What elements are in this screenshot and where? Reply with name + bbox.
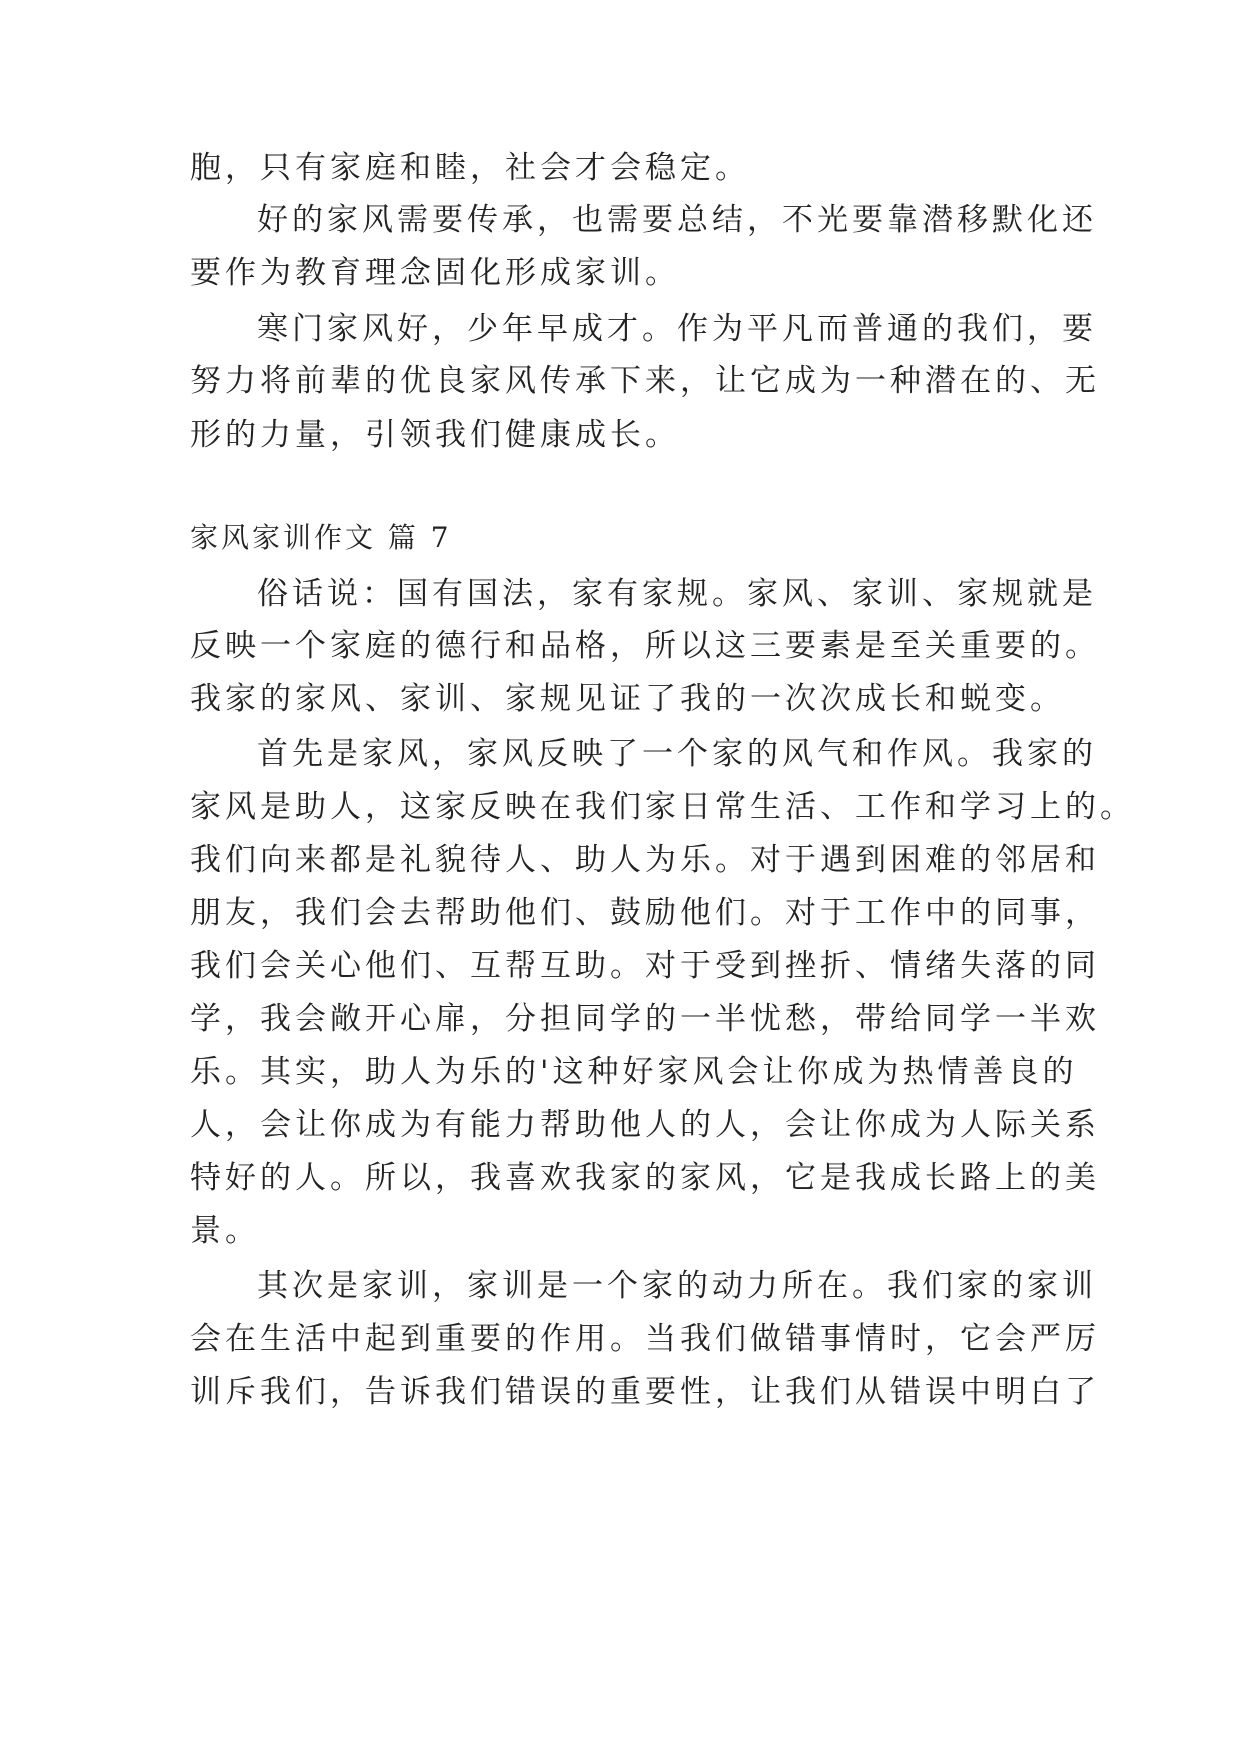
paragraph-line: 好的家风需要传承，也需要总结，不光要靠潜移默化还 bbox=[257, 202, 1097, 238]
paragraph-line: 学，我会敞开心扉，分担同学的一半忧愁，带给同学一半欢 bbox=[190, 1001, 1100, 1037]
paragraph-line: 首先是家风，家风反映了一个家的风气和作风。我家的 bbox=[257, 736, 1097, 772]
paragraph-line: 人，会让你成为有能力帮助他人的人，会让你成为人际关系 bbox=[190, 1107, 1100, 1143]
paragraph-line: 训斥我们，告诉我们错误的重要性，让我们从错误中明白了 bbox=[190, 1374, 1100, 1410]
paragraph-line: 会在生活中起到重要的作用。当我们做错事情时，它会严厉 bbox=[190, 1321, 1100, 1357]
paragraph-line: 寒门家风好，少年早成才。作为平凡而普通的我们，要 bbox=[257, 311, 1097, 347]
paragraph-line: 乐。其实，助人为乐的'这种好家风会让你成为热情善良的 bbox=[190, 1054, 1078, 1090]
paragraph-line: 反映一个家庭的德行和品格，所以这三要素是至关重要的。 bbox=[190, 628, 1100, 664]
paragraph-line: 我家的家风、家训、家规见证了我的一次次成长和蜕变。 bbox=[190, 681, 1065, 717]
paragraph-line: 特好的人。所以，我喜欢我家的家风，它是我成长路上的美 bbox=[190, 1160, 1100, 1196]
paragraph-line: 胞，只有家庭和睦，社会才会稳定。 bbox=[190, 150, 750, 186]
paragraph-line: 朋友，我们会去帮助他们、鼓励他们。对于工作中的同事， bbox=[190, 895, 1100, 931]
paragraph-line: 努力将前辈的优良家风传承下来，让它成为一种潜在的、无 bbox=[190, 363, 1100, 399]
paragraph-line: 景。 bbox=[190, 1213, 260, 1249]
section-title: 家风家训作文 篇 7 bbox=[190, 521, 452, 554]
paragraph-line: 家风是助人，这家反映在我们家日常生活、工作和学习上的。 bbox=[190, 789, 1135, 825]
paragraph-line: 其次是家训，家训是一个家的动力所在。我们家的家训 bbox=[257, 1268, 1097, 1304]
paragraph-line: 我们会关心他们、互帮互助。对于受到挫折、情绪失落的同 bbox=[190, 948, 1100, 984]
paragraph-line: 俗话说：国有国法，家有家规。家风、家训、家规就是 bbox=[257, 576, 1097, 612]
paragraph-line: 我们向来都是礼貌待人、助人为乐。对于遇到困难的邻居和 bbox=[190, 842, 1100, 878]
paragraph-line: 要作为教育理念固化形成家训。 bbox=[190, 255, 680, 291]
paragraph-line: 形的力量，引领我们健康成长。 bbox=[190, 417, 680, 453]
